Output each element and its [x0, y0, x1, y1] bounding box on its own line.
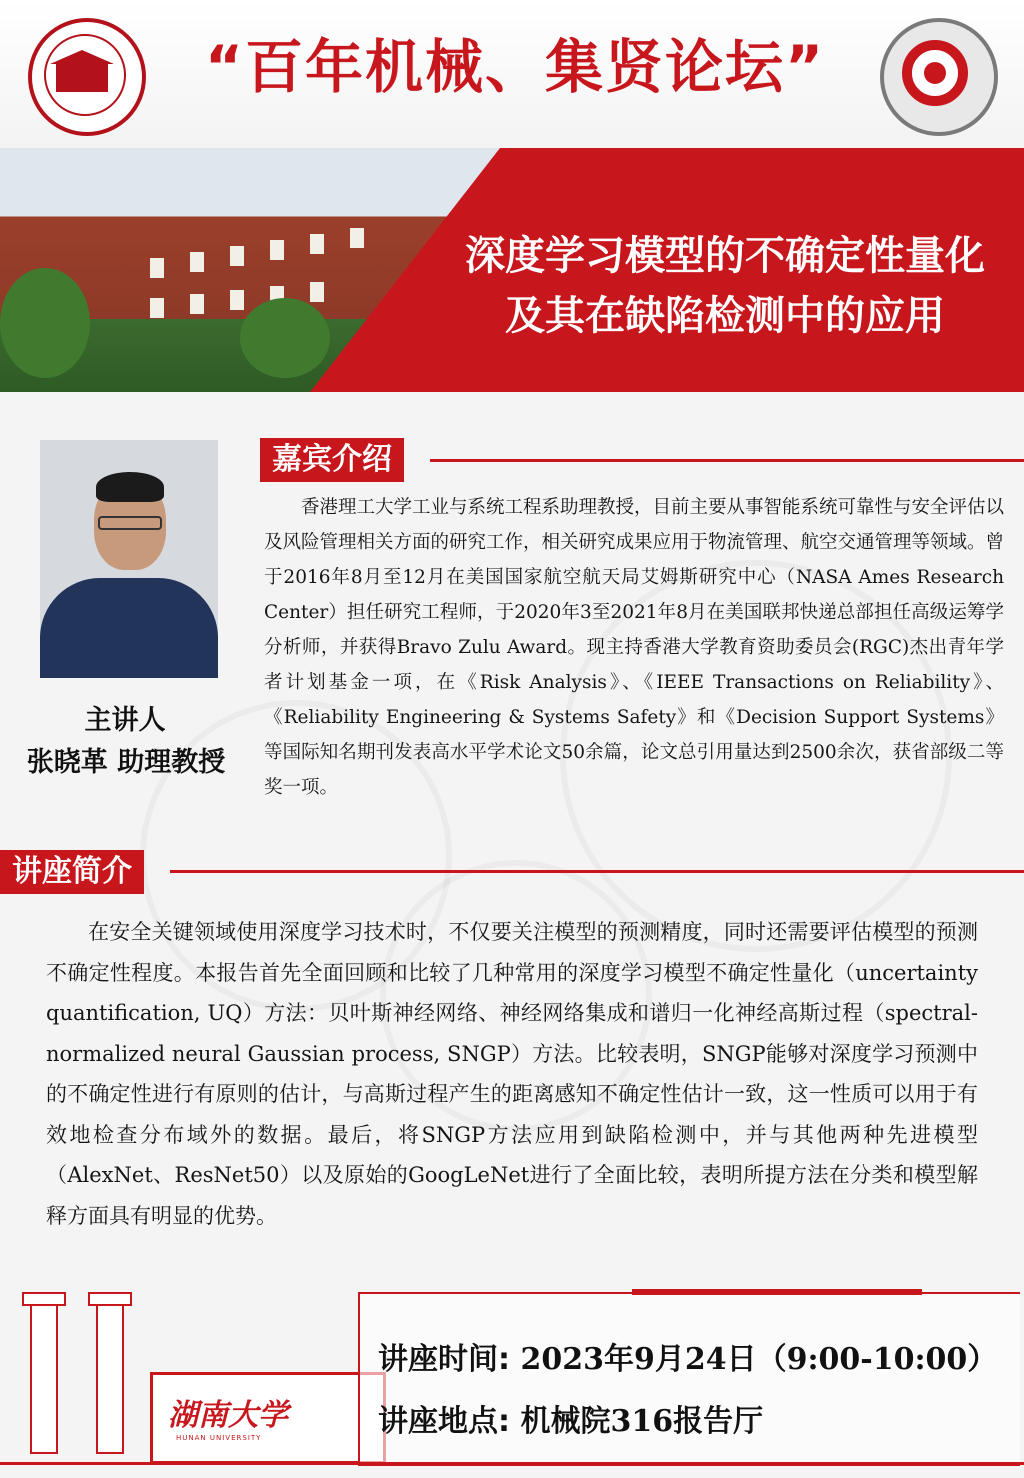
section-divider	[430, 459, 1024, 462]
column-capital-icon	[22, 1292, 66, 1306]
talk-title	[430, 226, 1020, 346]
talk-title-line1: 深度学习模型的不确定性量化	[465, 233, 985, 279]
lecture-place-label: 讲座地点:	[378, 1404, 510, 1439]
lecture-place-row	[378, 1396, 763, 1440]
ground-line	[0, 1462, 1024, 1465]
talk-title-line2: 及其在缺陷检测中的应用	[505, 293, 945, 339]
lecture-time-label: 讲座时间:	[378, 1342, 510, 1377]
lecture-intro-body	[46, 912, 978, 1236]
column-icon	[96, 1300, 124, 1454]
gate-inscription: 湖南大学	[168, 1398, 288, 1433]
mechanical-college-gear-logo-icon	[880, 18, 998, 136]
lecture-time-value: 2023年9月24日（9:00-10:00）	[520, 1342, 998, 1377]
column-capital-icon	[88, 1292, 132, 1306]
hunan-university-seal-icon	[28, 18, 146, 136]
column-icon	[30, 1300, 58, 1454]
guest-intro-body	[264, 490, 1004, 805]
lecture-time-row	[378, 1334, 997, 1378]
section-divider	[170, 870, 1024, 873]
gate-subtext: HUNAN UNIVERSITY	[176, 1434, 262, 1442]
speaker-name: 张晓革 助理教授	[26, 747, 226, 778]
info-box-accent-bar	[632, 1289, 922, 1295]
guest-intro-paragraph: 香港理工大学工业与系统工程系助理教授，目前主要从事智能系统可靠性与安全评估以及风险管理相关方面的研究工作，相关研究成果应用于物流管理、航空交通管理等领域。曾于2016年8月至12月在美国国家航空航天局艾姆斯研究中心（NASA Ames Research Center）担任研究工程师，于2020年3至2021年8月在美国联邦快递总部担任高级运筹学分析师，并获得Bravo Zulu Award。现主持香港大学教育资助委员会(RGC)杰出青年学者计划基金一项，在《Risk Analysis》、《IEEE Transactions on Reliability》、《Reliability Engineering & Systems Safety》和《Decision Support Systems》等国际知名期刊发表高水平学术论文50余篇，论文总引用量达到2500余次，获省部级二等奖一项。	[264, 497, 1005, 798]
speaker-role-label: 主讲人	[84, 705, 166, 736]
lecture-intro-heading: 讲座简介	[0, 850, 144, 894]
guest-intro-heading: 嘉宾介绍	[260, 438, 404, 482]
lecture-intro-paragraph: 在安全关键领域使用深度学习技术时，不仅要关注模型的预测精度，同时还需要评估模型的预测不确定性程度。本报告首先全面回顾和比较了几种常用的深度学习模型不确定性量化（uncertainty quantification, UQ）方法：贝叶斯神经网络、神经网络集成和谱归一化神经高斯过程（spectral-normalized neural Gaussian process, SNGP）方法。比较表明，SNGP能够对深度学习预测中的不确定性进行有原则的估计，与高斯过程产生的距离感知不确定性估计一致，这一性质可以用于有效地检查分布域外的数据。最后，将SNGP方法应用到缺陷检测中，并与其他两种先进模型（AlexNet、ResNet50）以及原始的GoogLeNet进行了全面比较，表明所提方法在分类和模型解释方面具有明显的优势。	[46, 920, 978, 1228]
forum-title: “百年机械、集贤论坛”	[204, 33, 826, 101]
lecture-place-value: 机械院316报告厅	[520, 1404, 764, 1439]
speaker-photo	[40, 440, 218, 678]
